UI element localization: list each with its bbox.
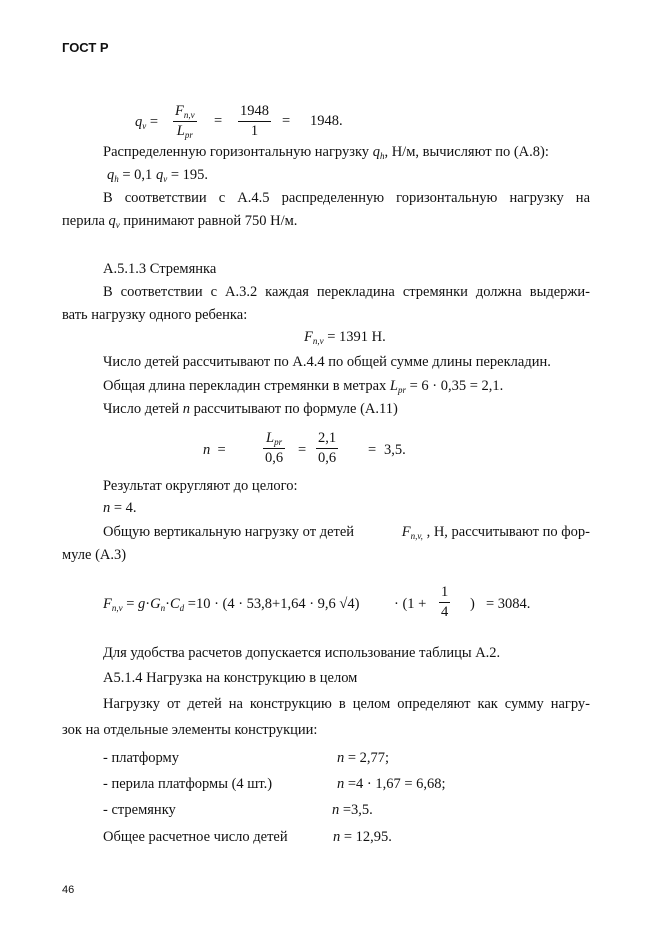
total-value: n = 12,95. [333, 829, 392, 845]
total-label: Общее расчетное число детей [103, 829, 288, 845]
paragraph-ladder-line1: В соответствии с А.3.2 каждая перекладина стремянки должна выдержи- [103, 284, 590, 300]
paragraph-table-ref: Для удобства расчетов допускается использование таблицы А.2. [103, 645, 501, 661]
qv-formula-lhs: $q_v$ = [135, 114, 159, 131]
paragraph-total-load-line1: Нагрузку от детей на конструкцию в целом определяют как сумму нагру- [103, 696, 590, 712]
paragraph-ladder-line2: вать нагрузку одного ребенка: [62, 307, 248, 323]
paragraph-round: Результат округляют до целого: [103, 478, 298, 494]
page-header: ГОСТ Р [62, 40, 109, 55]
list-item-railing: - перила платформы (4 шт.) [103, 776, 273, 792]
page-number: 46 [62, 884, 75, 896]
section-title-ladder: А.5.1.3 Стремянка [103, 261, 217, 277]
n-eq2: = [298, 442, 307, 458]
paragraph-total-load-line2: зок на отдельные элементы конструкции: [62, 722, 318, 738]
list-value-platform: n = 2,77; [337, 750, 390, 766]
list-value-railing: n =4 · 1,67 = 6,68; [337, 776, 446, 792]
big-formula-main: $F_{n,v} = g\cdot G_n\cdot C_d =10 \cdot (4 \cdot 53,8+1,64 \cdot 9,6$ √4) [103, 596, 360, 613]
qv-eq2: = [214, 113, 223, 129]
paragraph-vertical-load-line1: Общую вертикальную нагрузку от детей $F_{n,v,}$ , Н, рассчитывают по фор- [103, 524, 590, 541]
paragraph-railing-line1: В соответствии с А.4.5 распределенную горизонтальную нагрузку на [103, 190, 590, 206]
qv-result: 1948. [310, 113, 343, 129]
n-fraction-1: $L_{pr}$ 0,6 [265, 430, 284, 466]
qv-fraction-2: 1948 1 [240, 103, 269, 139]
paragraph-total-length: Общая длина перекладин стремянки в метрах $L_{pr} = 6 \cdot 0,35 = 2,1$. [103, 378, 504, 395]
paragraph-vertical-load-line2: муле (А.3) [62, 547, 127, 563]
list-value-ladder: n =3,5. [332, 802, 373, 818]
paragraph-railing-line2: перила $q_v$ принимают равной 750 Н/м. [62, 213, 298, 230]
n-value: n = 4. [103, 500, 137, 516]
qv-eq3: = [282, 113, 291, 129]
paragraph-children-count: Число детей рассчитывают по А.4.4 по общей сумме длины перекладин. [103, 354, 551, 370]
n-formula-lhs: n = [203, 442, 226, 458]
list-item-ladder: - стремянку [103, 802, 176, 818]
big-formula-mult: · (1 + [394, 596, 427, 612]
n-fraction-2: 2,1 0,6 [318, 430, 337, 466]
big-formula-fraction: 1 4 [441, 584, 449, 620]
list-item-platform: - платформу [103, 750, 179, 766]
n-eq3: = [368, 442, 377, 458]
section-title-construction: А5.1.4 Нагрузка на конструкцию в целом [103, 670, 358, 686]
qv-fraction-1: $F_{n,v}$ $L_{pr}$ [175, 103, 195, 140]
fnv-formula: $F_{n,v} = 1391$ Н. [304, 329, 386, 346]
paragraph-formula-ref: Число детей n рассчитывают по формуле (А.11) [103, 401, 398, 417]
paragraph-qh: Распределенную горизонтальную нагрузку $q_h$, Н/м, вычисляют по (А.8): [103, 144, 549, 161]
big-formula-close: ) [470, 596, 475, 612]
big-formula-result: = 3084. [486, 596, 531, 612]
n-result: 3,5. [384, 442, 406, 458]
qh-formula: $q_h = 0,1$ $q_v = 195$. [107, 167, 208, 184]
